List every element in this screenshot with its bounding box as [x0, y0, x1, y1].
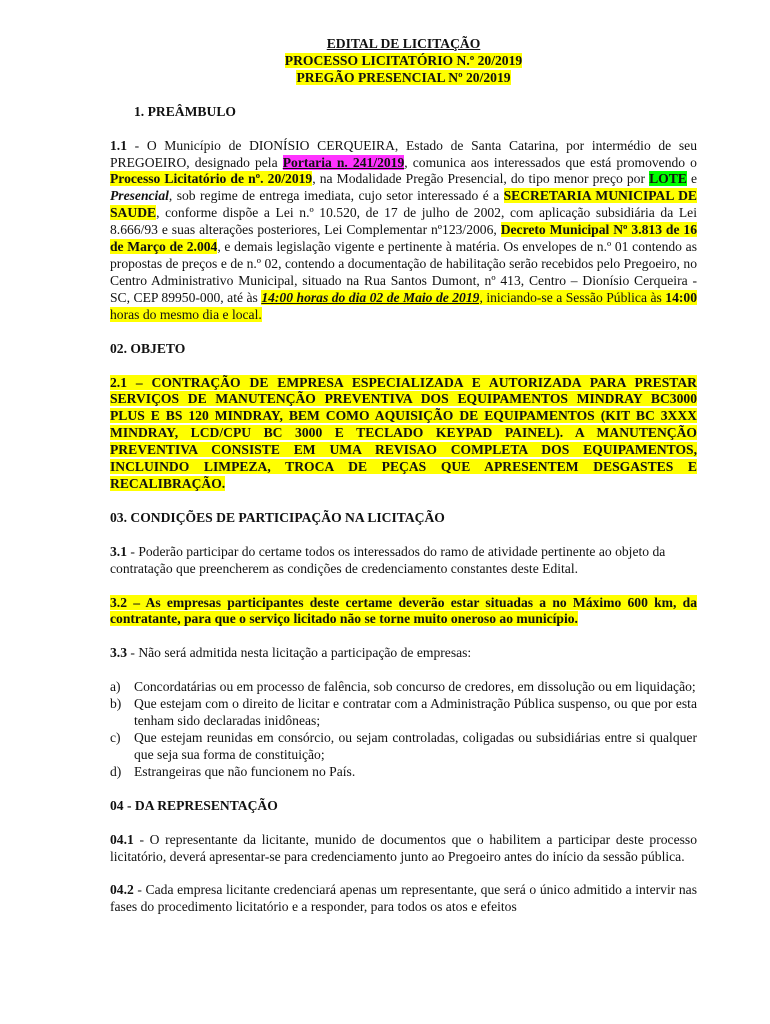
processo-title: PROCESSO LICITATÓRIO N.º 20/2019: [284, 52, 523, 68]
hora-highlight: 14:00 horas do dia 02 de Maio de 2019: [261, 289, 480, 305]
paragraph-3-2: 3.2 – As empresas participantes deste certame deverão estar situadas a no Máximo 600 km, da contratante, para que o serviço licitado não se torne muito oneroso ao município.: [110, 594, 697, 627]
condicoes-heading: 03. CONDIÇÕES DE PARTICIPAÇÃO NA LICITAÇÃO: [110, 509, 445, 525]
num-1-1: 1.1: [110, 137, 127, 153]
paragraph-4-2: 04.2 - Cada empresa licitante credenciará apenas um representante, que será o único admitido a intervir nas fases do procedimento licitatório e a responder, para todos os atos e efeitos: [110, 882, 697, 915]
paragraph-3-3: 3.3 - Não será admitida nesta licitação a participação de empresas:: [110, 645, 472, 661]
decreto-highlight: Decreto Municipal Nº 3.813 de 16 de Março de 2.004: [110, 222, 697, 255]
edital-title: EDITAL DE LICITAÇÃO: [326, 36, 481, 51]
list-item: a) Concordatárias ou em processo de falência, sob concurso de credores, em dissolução ou em liquidação;: [110, 679, 696, 695]
lote-highlight: LOTE: [649, 171, 687, 187]
paragraph-1-1: 1.1 - O Município de DIONÍSIO CERQUEIRA, Estado de Santa Catarina, por intermédio de seu PREGOEIRO, designado pela Portaria n. 241/2019, comunica aos interessados que está promovendo o Processo Licitatório de nº. 20/2019, na Modalidade Pregão Presencial, do tipo menor preço por LOTE e Presencial, sob regime de entrega imediata, cujo setor interessado é a SECRETARIA MUNICIPAL DE SAUDE, conforme dispõe a Lei n.º 10.520, de 17 de julho de 2002, com aplicação subsidiária da Lei 8.666/93 e suas alterações posteriores, Lei Complementar nº123/2006, Decreto Municipal Nº 3.813 de 16 de Março de 2.004, e demais legislação vigente e pertinente à matéria. Os envelopes de n.º 01 contendo as propostas de preços e de n.º 02, contendo a documentação de habilitação serão recebidos pelo Pregoeiro, no Centro Administrativo Municipal, situado na Rua Santos Dumont, nº 413, Centro – Dionísio Cerqueira -SC, CEP 89950-000, até às 14:00 horas do dia 02 de Maio de 2019, iniciando-se a Sessão Pública às 14:00 horas do mesmo dia e local.: [110, 137, 698, 322]
preambulo-heading: 1. PREÂMBULO: [134, 103, 236, 119]
paragraph-4-1: 04.1 - O representante da licitante, munido de documentos que o habilitem a participar deste processo licitatório, deverá apresentar-se para credenciamento junto ao Pregoeiro antes do início da sessão pública.: [110, 831, 697, 864]
objeto-heading: 02. OBJETO: [110, 340, 186, 356]
hora2-highlight: 14:00: [665, 289, 697, 305]
pregao-title: PREGÃO PRESENCIAL Nº 20/2019: [296, 69, 511, 85]
representacao-heading: 04 - DA REPRESENTAÇÃO: [110, 797, 278, 813]
list-item: c) Que estejam reunidas em consórcio, ou sejam controladas, coligadas ou subsidiárias entre si qualquer que seja sua forma de constituição;: [110, 730, 697, 762]
paragraph-3-1: 3.1 - Poderão participar do certame todos os interessados do ramo de atividade pertinente ao objeto da contratação que preencherem as condições de credenciamento constantes deste Edital.: [110, 543, 666, 576]
objeto-paragraph: 2.1 – CONTRAÇÃO DE EMPRESA ESPECIALIZADA E AUTORIZADA PARA PRESTAR SERVIÇOS DE MANUTENÇÃO PREVENTIVA DOS EQUIPAMENTOS MINDRAY BC3000 PLUS E BS 120 MINDRAY, BEM COMO AQUISIÇÃO DE EQUIPAMENTOS (KIT BC 3XXX MINDRAY, LCD/CPU BC 3000 E TECLADO KEYPAD PAINEL). A MANUTENÇÃO PREVENTIVA CONSISTE EM UMA REVISAO COMPLETA DOS EQUIPAMENTOS, INCLUINDO LIMPEZA, TROCA DE PEÇAS QUE APRESENTEM DESGASTES E RECALIBRAÇÃO.: [110, 374, 697, 491]
list-item: b) Que estejam com o direito de licitar e contratar com a Administração Pública suspenso, ou que por esta tenham sido declaradas inidôneas;: [110, 696, 697, 729]
document-page: [110, 36, 697, 916]
list-item: d) Estrangeiras que não funcionem no País.: [110, 763, 356, 779]
title-block: [110, 36, 697, 87]
presencial-text: Presencial: [110, 188, 169, 204]
exclusion-list: [110, 679, 697, 780]
portaria-highlight: Portaria n. 241/2019: [282, 154, 405, 170]
processo-highlight: Processo Licitatório de nº. 20/2019: [110, 171, 313, 187]
secretaria-highlight: SECRETARIA MUNICIPAL DE SAUDE: [110, 188, 697, 221]
